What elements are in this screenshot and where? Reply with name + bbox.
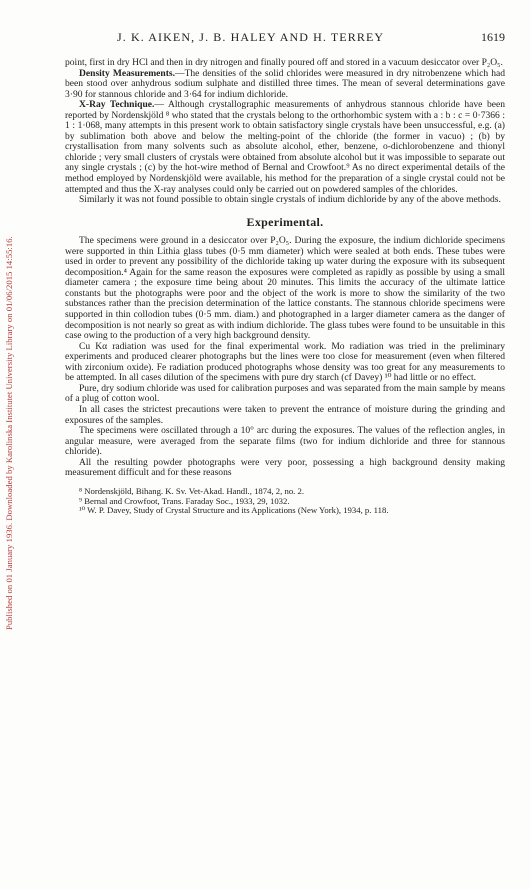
- page-number: 1619: [481, 30, 505, 44]
- footnote: ⁸ Nordenskjöld, Bihang. K. Sv. Vet-Akad. Handl., 1874, 2, no. 2.: [79, 485, 305, 496]
- footnotes: [65, 487, 505, 516]
- page-header: [65, 30, 505, 48]
- footnote: ⁹ Bernal and Crowfoot, Trans. Faraday Soc., 1933, 29, 1032.: [79, 495, 290, 506]
- paragraph-specimens: The specimens were ground in a desiccator over P₂O₅. During the exposure, the indium dichloride specimens were supported in thin Lithia glass tubes (0·5 mm diameter) which were sealed at both ends. These tubes were used in order to prevent any possibility of the dichloride taking up water during the exposure with its subsequent decomposition.⁴ Again for the same reason the exposures were completed as rapidly as possible by using a small diameter camera ; the exposure time being about 20 minutes. This limits the accuracy of the ultimate lattice constants but the photographs were poor and the object of the work is more to show the similarity of the two substances rather than the precision determination of the lattice constants. The stannous chloride specimens were supported in thin collodion tubes (0·5 mm. diam.) and photographed in a larger diameter camera as the danger of decomposition is not nearly so great as with indium dichloride. The glass tubes were found to be unsuitable in this case owing to the production of a very high background density.: [65, 235, 505, 342]
- paragraph-precautions: In all cases the strictest precautions were taken to prevent the entrance of moisture during the grinding and exposures of the samples.: [65, 403, 505, 426]
- running-title: J. K. AIKEN, J. B. HALEY AND H. TERREY: [117, 30, 385, 44]
- paragraph-xray: [65, 100, 505, 195]
- runin-heading-density: Density Measurements.: [79, 67, 176, 79]
- paragraph-continuation: point, first in dry HCl and then in dry nitrogen and finally poured off and stored in a vacuum desiccator over P₂O₅.: [65, 57, 503, 68]
- publication-sidebar-note: Published on 01 January 1936. Downloaded by Karolinska Institutet University Library on 01/06/2015 14:55:16.: [4, 236, 14, 630]
- article-body: [65, 58, 505, 516]
- paragraph-xray-text: — Although crystallographic measurements of anhydrous stannous chloride have been reported by Nordenskjöld ⁸ who stated that the crystals belong to the orthorhombic system with a : b : c = 0·7366 : 1 : 1·068, many attempts in this present work to obtain satisfactory single crystals have been unsuccessful, e.g. (a) by sublimation both above and below the melting-point of the chloride (the former in vacuo) ; (b) by crystallisation from many solvents such as absolute alcohol, ether, benzene, o-dichlorobenzene and thionyl chloride ; very small clusters of crystals were obtained from absolute alcohol but it was impossible to separate out any single crystals ; (c) by the hot-wire method of Bernal and Crowfoot.⁹ As no direct experimental details of the method employed by Nordenskjöld were available, his method for the preparation of a single crystal could not be attempted and thus the X-ray analyses could only be carried out on powdered samples of the chlorides.: [65, 99, 505, 195]
- paragraph-calibration: Pure, dry sodium chloride was used for calibration purposes and was separated from the main sample by means of a plug of cotton wool.: [65, 382, 505, 405]
- footnote: ¹⁰ W. P. Davey, Study of Crystal Structure and its Applications (New York), 1934, p. 118.: [79, 505, 389, 516]
- paragraph-density: [65, 69, 505, 101]
- runin-heading-xray: X-Ray Technique.: [79, 99, 155, 111]
- section-heading: Experimental.: [246, 214, 324, 229]
- paragraph-similarly: Similarly it was not found possible to obtain single crystals of indium dichloride by any of the above methods.: [79, 194, 501, 206]
- paragraph-results: All the resulting powder photographs were very poor, possessing a high background density making measurement difficult and for these reasons: [65, 456, 505, 479]
- paragraph-density-text: —The densities of the solid chlorides were measured in dry nitrobenzene which had been stood over anhydrous sodium sulphate and distilled three times. The mean of several determinations gave 3·90 for stannous chloride and 3·64 for indium dichloride.: [65, 67, 506, 100]
- paragraph-radiation: Cu Kα radiation was used for the final experimental work. Mo radiation was tried in the preliminary experiments and produced clearer photographs but the lines were too close for measurement (even when filtered with zirconium oxide). Fe radiation produced photographs whose density was too great for any measurements to be attempted. In all cases dilution of the specimens with pure dry starch (cf Davey) ¹⁰ had little or no effect.: [65, 340, 505, 384]
- paragraph-oscillation: The specimens were oscillated through a 10° arc during the exposures. The values of the reflection angles, in angular measure, were averaged from the separate films (two for indium dichloride and three for stannous chloride).: [65, 425, 505, 458]
